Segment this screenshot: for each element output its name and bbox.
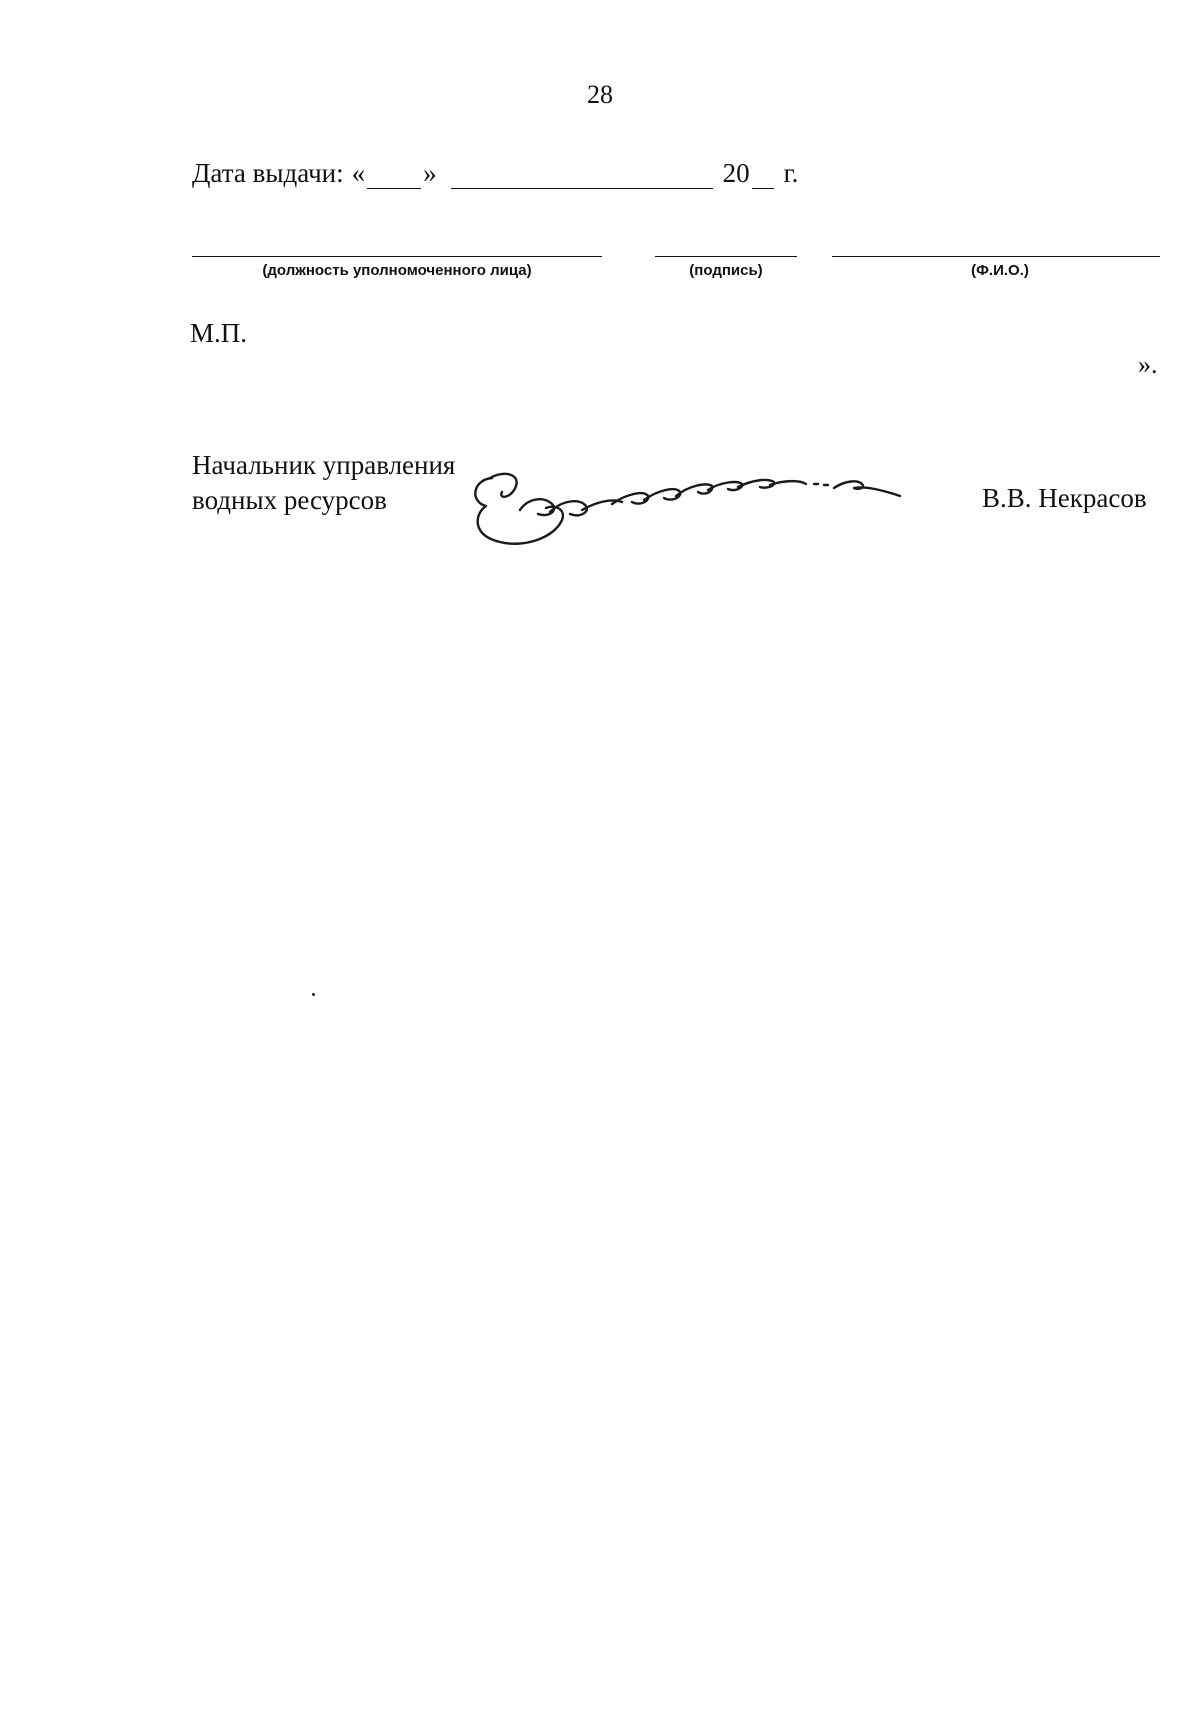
signature-caption: (подпись) [689, 262, 763, 279]
handwritten-signature [462, 440, 952, 560]
signatory-title [192, 448, 455, 518]
signature-line [655, 256, 797, 257]
issue-year-blank [752, 166, 774, 189]
issue-year-prefix: 20 [722, 158, 750, 188]
signatory-name: В.В. Некрасов [982, 483, 1147, 513]
position-line [192, 256, 602, 257]
issue-date-line [192, 158, 798, 189]
name-line [832, 256, 1160, 257]
issue-day-blank [367, 166, 421, 189]
closing-quote: ». [1138, 350, 1158, 379]
issue-month-blank [451, 166, 713, 189]
signatory-title-line2: водных ресурсов [192, 485, 387, 515]
position-caption: (должность уполномоченного лица) [262, 262, 532, 279]
issue-date-close-quote: » [423, 158, 437, 188]
stamp-label: М.П. [190, 318, 248, 348]
issue-date-open-quote: « [351, 158, 366, 188]
issue-year-suffix: г. [783, 158, 799, 188]
name-caption: (Ф.И.О.) [971, 262, 1029, 279]
issue-date-label: Дата выдачи: [192, 158, 344, 188]
signatory-title-line1: Начальник управления [192, 450, 456, 480]
stray-dot [312, 993, 315, 996]
page-number: 28 [587, 80, 613, 109]
